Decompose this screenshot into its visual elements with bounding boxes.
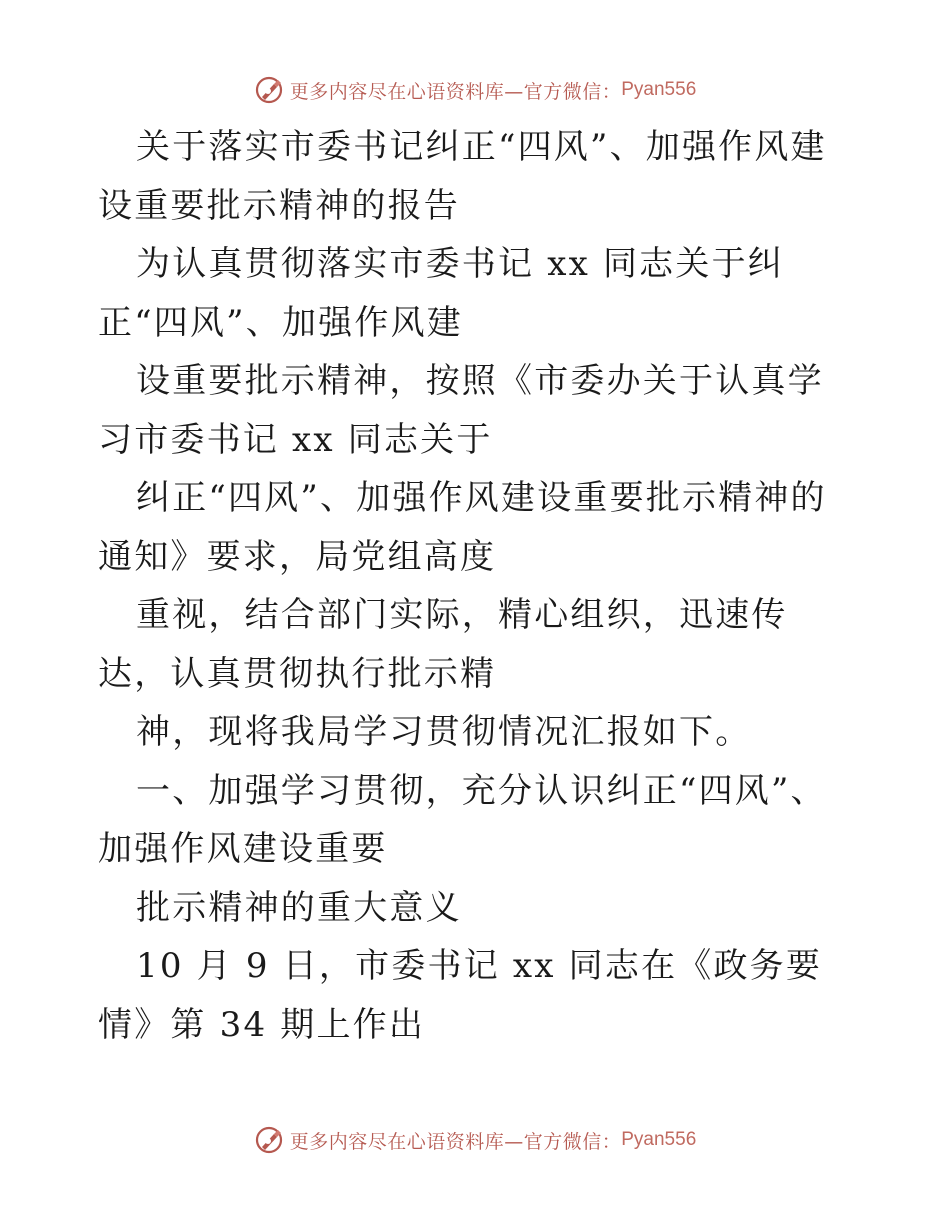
pen-logo-icon	[254, 1125, 284, 1155]
document-body	[98, 118, 858, 1054]
paragraph: 纠正“四风”、加强作风建设重要批示精神的通知》要求，局党组高度	[98, 478, 827, 577]
paragraph: 为认真贯彻落实市委书记 xx 同志关于纠正“四风”、加强作风建	[98, 244, 784, 343]
paragraph-section-heading: 一、加强学习贯彻，充分认识纠正“四风”、加强作风建设重要	[98, 770, 827, 869]
watermark-handle: Pyan556	[621, 1129, 697, 1150]
watermark-text: 更多内容尽在心语资料库—官方微信：	[289, 80, 622, 103]
paragraph: 重视，结合部门实际，精心组织，迅速传达，认真贯彻执行批示精	[98, 595, 788, 694]
footer-watermark	[0, 1120, 950, 1160]
paragraph: 10 月 9 日，市委书记 xx 同志在《政务要情》第 34 期上作出	[98, 946, 823, 1045]
paragraph: 神，现将我局学习贯彻情况汇报如下。	[136, 712, 752, 752]
paragraph: 设重要批示精神，按照《市委办关于认真学习市委书记 xx 同志关于	[98, 361, 824, 460]
paragraph-title: 关于落实市委书记纠正“四风”、加强作风建设重要批示精神的报告	[98, 127, 827, 226]
paragraph: 批示精神的重大意义	[136, 887, 462, 928]
header-watermark	[0, 70, 950, 110]
watermark-handle: Pyan556	[621, 79, 697, 100]
watermark-text: 更多内容尽在心语资料库—官方微信：	[289, 1130, 622, 1153]
pen-logo-icon	[254, 75, 284, 105]
